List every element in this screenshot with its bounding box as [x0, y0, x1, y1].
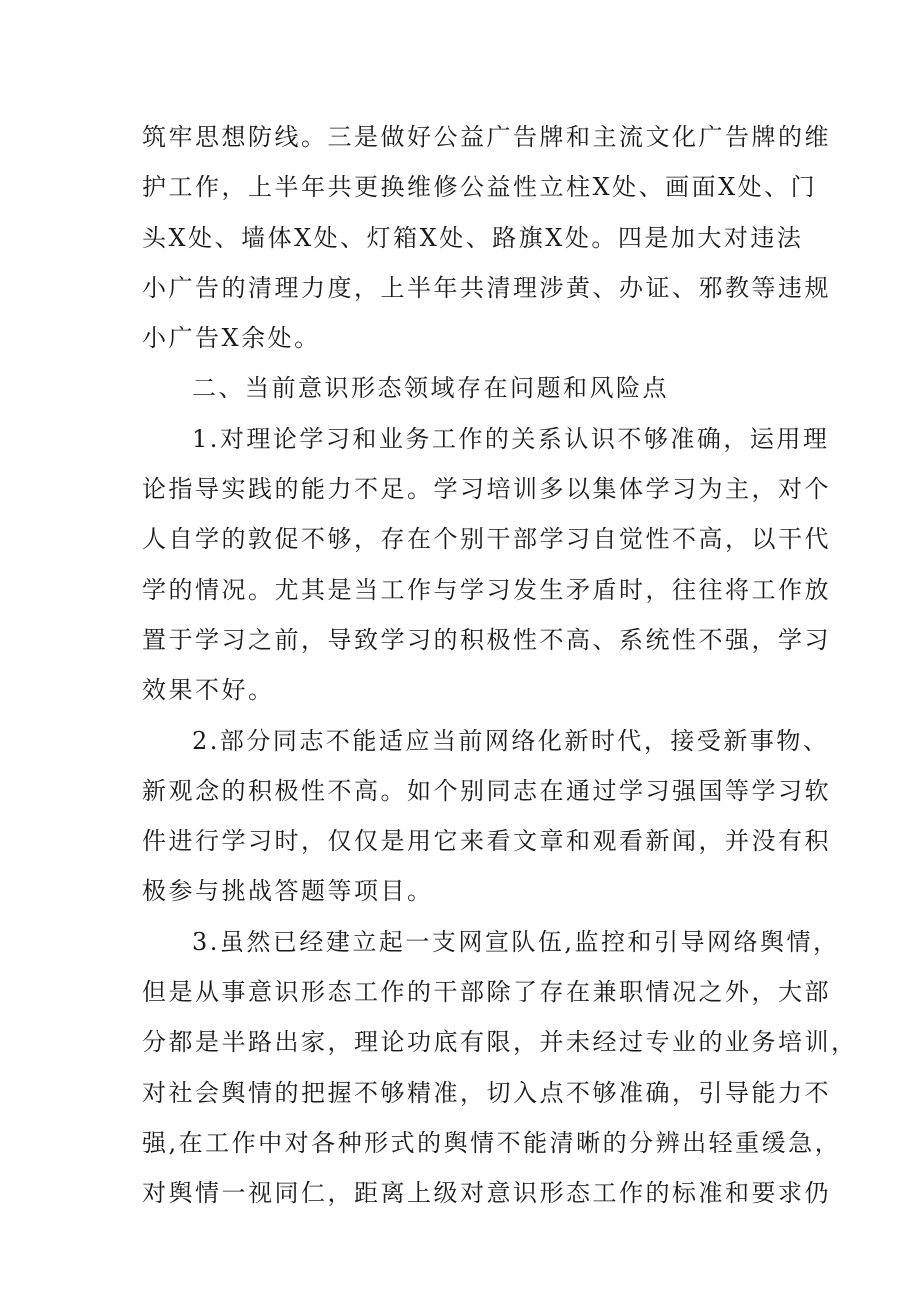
text-line: 论指导实践的能力不足。学习培训多以集体学习为主，对个	[142, 475, 831, 504]
text-line: 分都是半路出家，理论功底有限，并未经过专业的业务培训，	[142, 1028, 858, 1057]
text-line: 件进行学习时，仅仅是用它来看文章和观看新闻，并没有积	[142, 827, 831, 856]
text-line: 对舆情一视同仁，距离上级对意识形态工作的标准和要求仍	[142, 1179, 831, 1208]
text-line: 但是从事意识形态工作的干部除了存在兼职情况之外，大部	[142, 978, 831, 1007]
paragraph-start-2: 2.部分同志不能适应当前网络化新时代，接受新事物、	[192, 726, 830, 755]
text-line: 效果不好。	[142, 676, 275, 705]
text-line: 对社会舆情的把握不够精准，切入点不够准确，引导能力不	[142, 1078, 831, 1107]
paragraph-start-1: 1.对理论学习和业务工作的关系认识不够准确，运用理	[192, 424, 830, 453]
text-line: 置于学习之前，导致学习的积极性不高、系统性不强，学习	[142, 625, 831, 654]
text-line: 头X处、墙体X处、灯箱X处、路旗X处。四是加大对违法	[142, 223, 804, 252]
paragraph-start-3: 3.虽然已经建立起一支网宣队伍,监控和引导网络舆情，	[192, 927, 840, 956]
text-line: 新观念的积极性不高。如个别同志在通过学习强国等学习软	[142, 776, 831, 805]
text-line: 学的情况。尤其是当工作与学习发生矛盾时，往往将工作放	[142, 575, 831, 604]
text-line: 人自学的敦促不够，存在个别干部学习自觉性不高，以干代	[142, 525, 831, 554]
text-line: 小广告X余处。	[142, 324, 321, 353]
text-line: 护工作，上半年共更换维修公益性立柱X处、画面X处、门	[142, 173, 818, 202]
text-line: 筑牢思想防线。三是做好公益广告牌和主流文化广告牌的维	[142, 123, 831, 151]
text-line: 极参与挑战答题等项目。	[142, 877, 434, 906]
text-line: 小广告的清理力度，上半年共清理涉黄、办证、邪教等违规	[142, 273, 831, 302]
document-body	[142, 112, 858, 1219]
section-heading: 二、当前意识形态领域存在问题和风险点	[192, 374, 669, 403]
text-line: 强,在工作中对各种形式的舆情不能清晰的分辨出轻重缓急，	[142, 1128, 842, 1157]
